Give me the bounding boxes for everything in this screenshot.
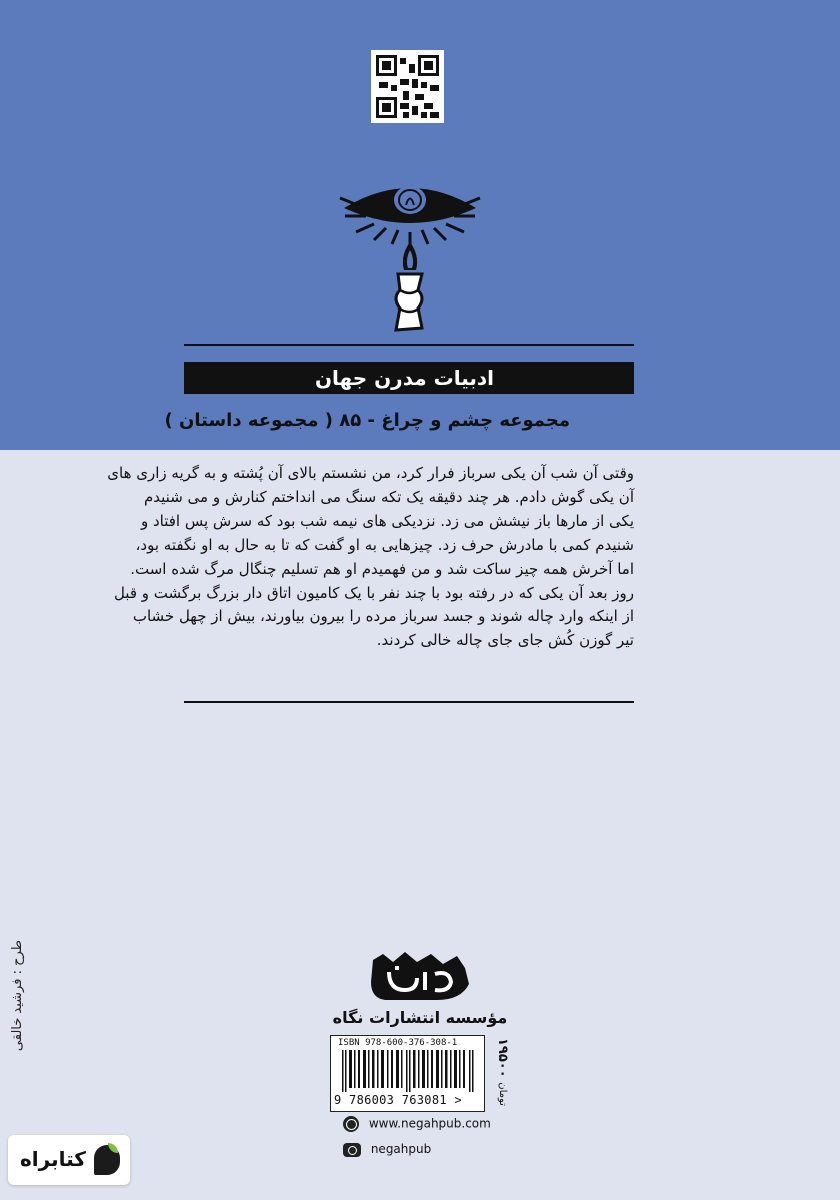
excerpt-line: اما آخرش همه چیز ساکت شد و من فهمیدم او هم تسلیم چنگال مرگ شده است. — [130, 559, 634, 578]
excerpt-line: یکی از مارها باز نیشش می زد. نزدیکی های نیمه شب بود که سرش پس افتاد و — [140, 511, 634, 530]
globe-icon — [343, 1116, 359, 1132]
instagram-icon — [343, 1143, 361, 1157]
negah-logo-icon — [365, 950, 475, 1002]
qr-code-icon — [376, 55, 439, 118]
qr-code — [371, 50, 444, 123]
website-line — [343, 1116, 491, 1132]
designer-credit: طرح : فرشید خالقی — [10, 940, 25, 1052]
instagram-handle[interactable]: negahpub — [370, 1142, 432, 1156]
bottom-rule — [184, 701, 634, 703]
ketabrah-logo-icon — [94, 1145, 120, 1175]
publisher-name: مؤسسه انتشارات نگاه — [332, 1008, 508, 1027]
watermark-text: کتابراه — [20, 1147, 86, 1171]
eye-lamp-emblem-icon — [330, 178, 490, 338]
barcode — [340, 1050, 478, 1092]
series-title-bar — [184, 362, 634, 394]
price-label — [488, 1038, 510, 1106]
series-title: ادبیات مدرن جهان — [314, 366, 494, 390]
excerpt-line: تیر گوزن کُش جای جای چاله خالی کردند. — [376, 631, 634, 650]
excerpt-text — [107, 462, 634, 653]
ketabrah-watermark — [8, 1135, 130, 1185]
price-value: ۱۹۵۰۰ — [495, 1038, 510, 1078]
collection-line: مجموعه چشم و چراغ - ۸۵ ( مجموعه داستان ) — [164, 410, 570, 431]
instagram-line — [343, 1142, 431, 1157]
barcode-number: 9 786003 763081 > — [334, 1093, 462, 1107]
excerpt-line: شنیدم کمی با مادرش حرف زد. چیزهایی به او گفت که تا به حال به او نگفته بود، — [135, 535, 634, 554]
excerpt-line: وقتی آن شب آن یکی سرباز فرار کرد، من نشستم بالای آن پُشته و به گریه زاری های — [107, 464, 634, 482]
excerpt-line: آن یکی گوش دادم. هر چند دقیقه یک تکه سنگ می انداختم کنارش و می شنیدم — [144, 487, 634, 506]
top-rule — [184, 344, 634, 346]
price-unit: تومان — [497, 1082, 508, 1106]
isbn-text: ISBN 978-600-376-308-1 — [338, 1038, 458, 1048]
excerpt-line: از اینکه وارد چاله شوند و جسد سرباز مرده را بیرون بیاورند، بیش از چهل خشاب — [132, 607, 634, 626]
excerpt-line: روز بعد آن یکی که در رفته بود با چند نفر با یک کامیون اتاق دار بزرگ برگشت و قبل — [113, 583, 634, 602]
website-url[interactable]: www.negahpub.com — [368, 1116, 491, 1131]
